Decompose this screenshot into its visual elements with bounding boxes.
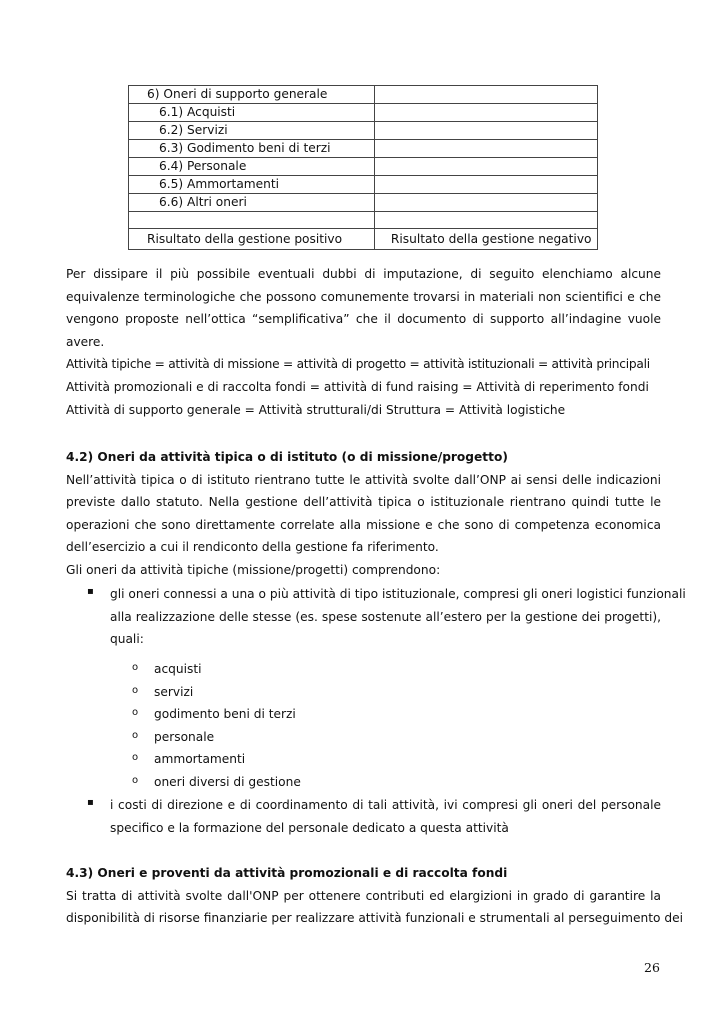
table-cell: 6.5) Ammortamenti (129, 176, 375, 194)
table-cell: 6.6) Altri oneri (129, 194, 375, 212)
equivalence-line: Attività promozionali e di raccolta fondi = attività di fund raising = Attività di reperimento fondi (66, 379, 649, 394)
table-row (129, 86, 598, 104)
bullet-line: i costi di direzione e di coordinamento di tali attività, ivi compresi gli oneri del personale (110, 798, 661, 812)
table-row (129, 176, 598, 194)
bullet-line: alla realizzazione delle stesse (es. spese sostenute all’estero per la gestione dei progetti), (110, 609, 661, 624)
bullet-line: specifico e la formazione del personale dedicato a questa attività (110, 820, 509, 835)
paragraph-line: vengono proposte nell’ottica “semplificativa” che il documento di supporto all’indagine vuole (66, 312, 661, 327)
section-heading: 4.3) Oneri e proventi da attività promozionali e di raccolta fondi (66, 866, 508, 880)
sub-list-item: ammortamenti (154, 752, 246, 766)
page-number: 26 (644, 960, 660, 975)
paragraph-line: equivalenze terminologiche che possono comunemente trovarsi in materiali non scientifici e che (66, 289, 661, 304)
oneri-table (128, 85, 598, 250)
table-cell: 6.1) Acquisti (129, 104, 375, 122)
table-row (129, 158, 598, 176)
table-cell (374, 140, 597, 158)
bullet-line: gli oneri connessi a una o più attività di tipo istituzionale, compresi gli oneri logistici funzionali (110, 587, 686, 601)
paragraph-line: avere. (66, 334, 105, 349)
paragraph-line: Per dissipare il più possibile eventuali dubbi di imputazione, di seguito elenchiamo alcune (66, 267, 661, 281)
table-cell: 6) Oneri di supporto generale (129, 86, 375, 104)
table-row (129, 194, 598, 212)
section-heading: 4.2) Oneri da attività tipica o di istituto (o di missione/progetto) (66, 450, 508, 464)
bullet-item (110, 583, 686, 651)
table-row (129, 122, 598, 140)
sub-list-item: acquisti (154, 662, 202, 676)
equivalence-line: Attività tipiche = attività di missione = attività di progetto = attività istituzionali = attività principali (66, 357, 650, 372)
table-row (129, 104, 598, 122)
paragraph-line: Nell’attività tipica o di istituto rientrano tutte le attività svolte dall’ONP ai sensi delle indicazioni (66, 472, 661, 487)
circle-bullet-icon: o (132, 775, 139, 786)
table-cell (374, 176, 597, 194)
equivalence-line: Attività di supporto generale = Attività strutturali/di Struttura = Attività logistiche (66, 402, 566, 417)
paragraph-line: previste dallo statuto. Nella gestione dell’attività tipica o istituzionale rientrano quindi tutte le (66, 495, 661, 510)
result-positive-cell: Risultato della gestione positivo (129, 229, 375, 250)
sub-list-item: oneri diversi di gestione (154, 775, 301, 789)
circle-bullet-icon: o (132, 662, 139, 673)
circle-bullet-icon: o (132, 707, 139, 718)
table-cell (129, 212, 375, 229)
paragraph-line: disponibilità di risorse finanziarie per realizzare attività funzionali e strumentali al perseguimento dei (66, 911, 683, 926)
list-intro: Gli oneri da attività tipiche (missione/progetti) comprendono: (66, 562, 441, 577)
table-row (129, 229, 598, 250)
table-cell (374, 194, 597, 212)
paragraph-line: Si tratta di attività svolte dall'ONP per ottenere contributi ed elargizioni in grado di garantire la (66, 888, 661, 903)
section-4-3 (66, 862, 683, 930)
result-negative-cell: Risultato della gestione negativo (374, 229, 597, 250)
section-4-2 (66, 446, 661, 582)
bullet-line: quali: (110, 632, 144, 647)
paragraph-line: operazioni che sono direttamente correlate alla missione e che sono di competenza economica (66, 517, 661, 532)
sub-list-item: godimento beni di terzi (154, 707, 296, 721)
bullet-item (110, 794, 661, 839)
sub-list-item: servizi (154, 685, 194, 699)
circle-bullet-icon: o (132, 685, 139, 696)
square-bullet-icon: ▪ (87, 586, 94, 597)
intro-paragraph (66, 263, 661, 421)
square-bullet-icon: ▪ (87, 797, 94, 808)
table-cell: 6.4) Personale (129, 158, 375, 176)
circle-bullet-icon: o (132, 730, 139, 741)
sub-list-item: personale (154, 730, 215, 744)
table-cell: 6.2) Servizi (129, 122, 375, 140)
table-cell: 6.3) Godimento beni di terzi (129, 140, 375, 158)
paragraph-line: dell’esercizio a cui il rendiconto della gestione fa riferimento. (66, 540, 439, 555)
table-row (129, 212, 598, 229)
table-cell (374, 86, 597, 104)
table-cell (374, 104, 597, 122)
table-cell (374, 158, 597, 176)
circle-bullet-icon: o (132, 752, 139, 763)
table-cell (374, 212, 597, 229)
table-cell (374, 122, 597, 140)
table-row (129, 140, 598, 158)
